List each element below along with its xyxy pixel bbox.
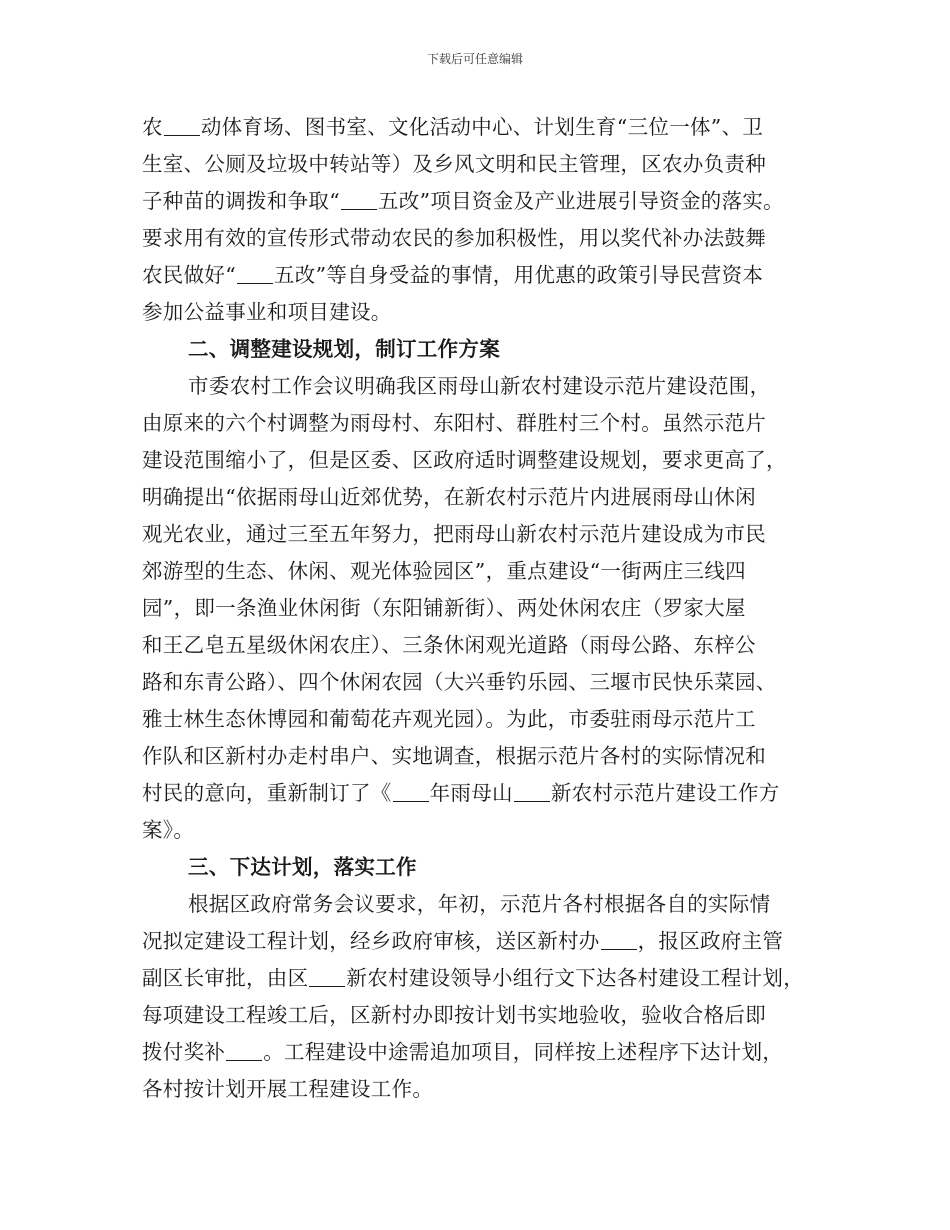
fill-blank — [309, 966, 345, 987]
paragraph-line: 副区长审批，由区 新农村建设领导小组行文下达各村建设工程计划， — [142, 966, 805, 990]
paragraph-line: 明确提出“依据雨母山近郊优势，在新农村示范片内进展雨母山休闲 — [142, 485, 756, 509]
paragraph-line: 子种苗的调拨和争取“ 五改”项目资金及产业进展引导资金的落实。 — [142, 189, 784, 213]
paragraph-line: 郊游型的生态、休闲、观光体验园区”，重点建设“一街两庄三线四 — [142, 559, 746, 583]
paragraph-line: 生室、公厕及垃圾中转站等）及乡风文明和民主管理，区农办负责种 — [142, 152, 766, 176]
paragraph-line: 要求用有效的宣传形式带动农民的参加积极性，用以奖代补办法鼓舞 — [142, 226, 766, 250]
paragraph-line: 农民做好“ 五改”等自身受益的事情，用优惠的政策引导民营资本 — [142, 263, 764, 287]
fill-blank — [514, 781, 550, 802]
paragraph-line: 参加公益事业和项目建设。 — [142, 300, 392, 324]
paragraph-line: 由原来的六个村调整为雨母村、东阳村、群胜村三个村。虽然示范片 — [142, 411, 766, 435]
fill-blank — [393, 781, 429, 802]
paragraph-line: 作队和区新村办走村串户、实地调查，根据示范片各村的实际情况和 — [142, 744, 766, 768]
paragraph-line: 农 动体育场、图书室、文化活动中心、计划生育“三位一体”、卫 — [142, 115, 764, 139]
paragraph-line: 市委农村工作会议明确我区雨母山新农村建设示范片建设范围， — [188, 374, 771, 398]
paragraph-line: 拨付奖补 。工程建设中途需追加项目，同样按上述程序下达计划， — [142, 1040, 784, 1064]
fill-blank — [226, 1040, 262, 1061]
fill-blank — [237, 263, 273, 284]
paragraph-line: 村民的意向，重新制订了《 年雨母山 新农村示范片建设工作方 — [142, 781, 780, 805]
paragraph-line: 建设范围缩小了，但是区委、区政府适时调整建设规划，要求更高了， — [142, 448, 787, 472]
paragraph-line: 和王乙皂五星级休闲农庄）、三条休闲观光道路（雨母公路、东梓公 — [142, 633, 756, 657]
paragraph-line: 案》。 — [142, 818, 195, 842]
section-heading: 三、下达计划，落实工作 — [188, 855, 417, 879]
paragraph-line: 根据区政府常务会议要求，年初，示范片各村根据各自的实际情 — [188, 892, 771, 916]
section-heading: 二、调整建设规划，制订工作方案 — [188, 337, 500, 361]
paragraph-line: 观光农业，通过三至五年努力，把雨母山新农村示范片建设成为市民 — [142, 522, 766, 546]
fill-blank — [341, 189, 377, 210]
paragraph-line: 园”，即一条渔业休闲街（东阳铺新街）、两处休闲农庄（罗家大屋 — [142, 596, 746, 620]
paragraph-line: 每项建设工程竣工后，区新村办即按计划书实地验收，验收合格后即 — [142, 1003, 766, 1027]
paragraph-line: 雅士林生态休博园和葡萄花卉观光园）。为此，市委驻雨母示范片工 — [142, 707, 756, 731]
fill-blank — [164, 115, 200, 136]
paragraph-line: 路和东青公路）、四个休闲农园（大兴垂钓乐园、三堰市民快乐菜园、 — [142, 670, 777, 694]
paragraph-line: 各村按计划开展工程建设工作。 — [142, 1077, 434, 1101]
page-header-note: 下载后可任意编辑 — [426, 52, 523, 66]
fill-blank — [601, 929, 637, 950]
paragraph-line: 况拟定建设工程计划，经乡政府审核，送区新村办 ，报区政府主管 — [142, 929, 784, 953]
